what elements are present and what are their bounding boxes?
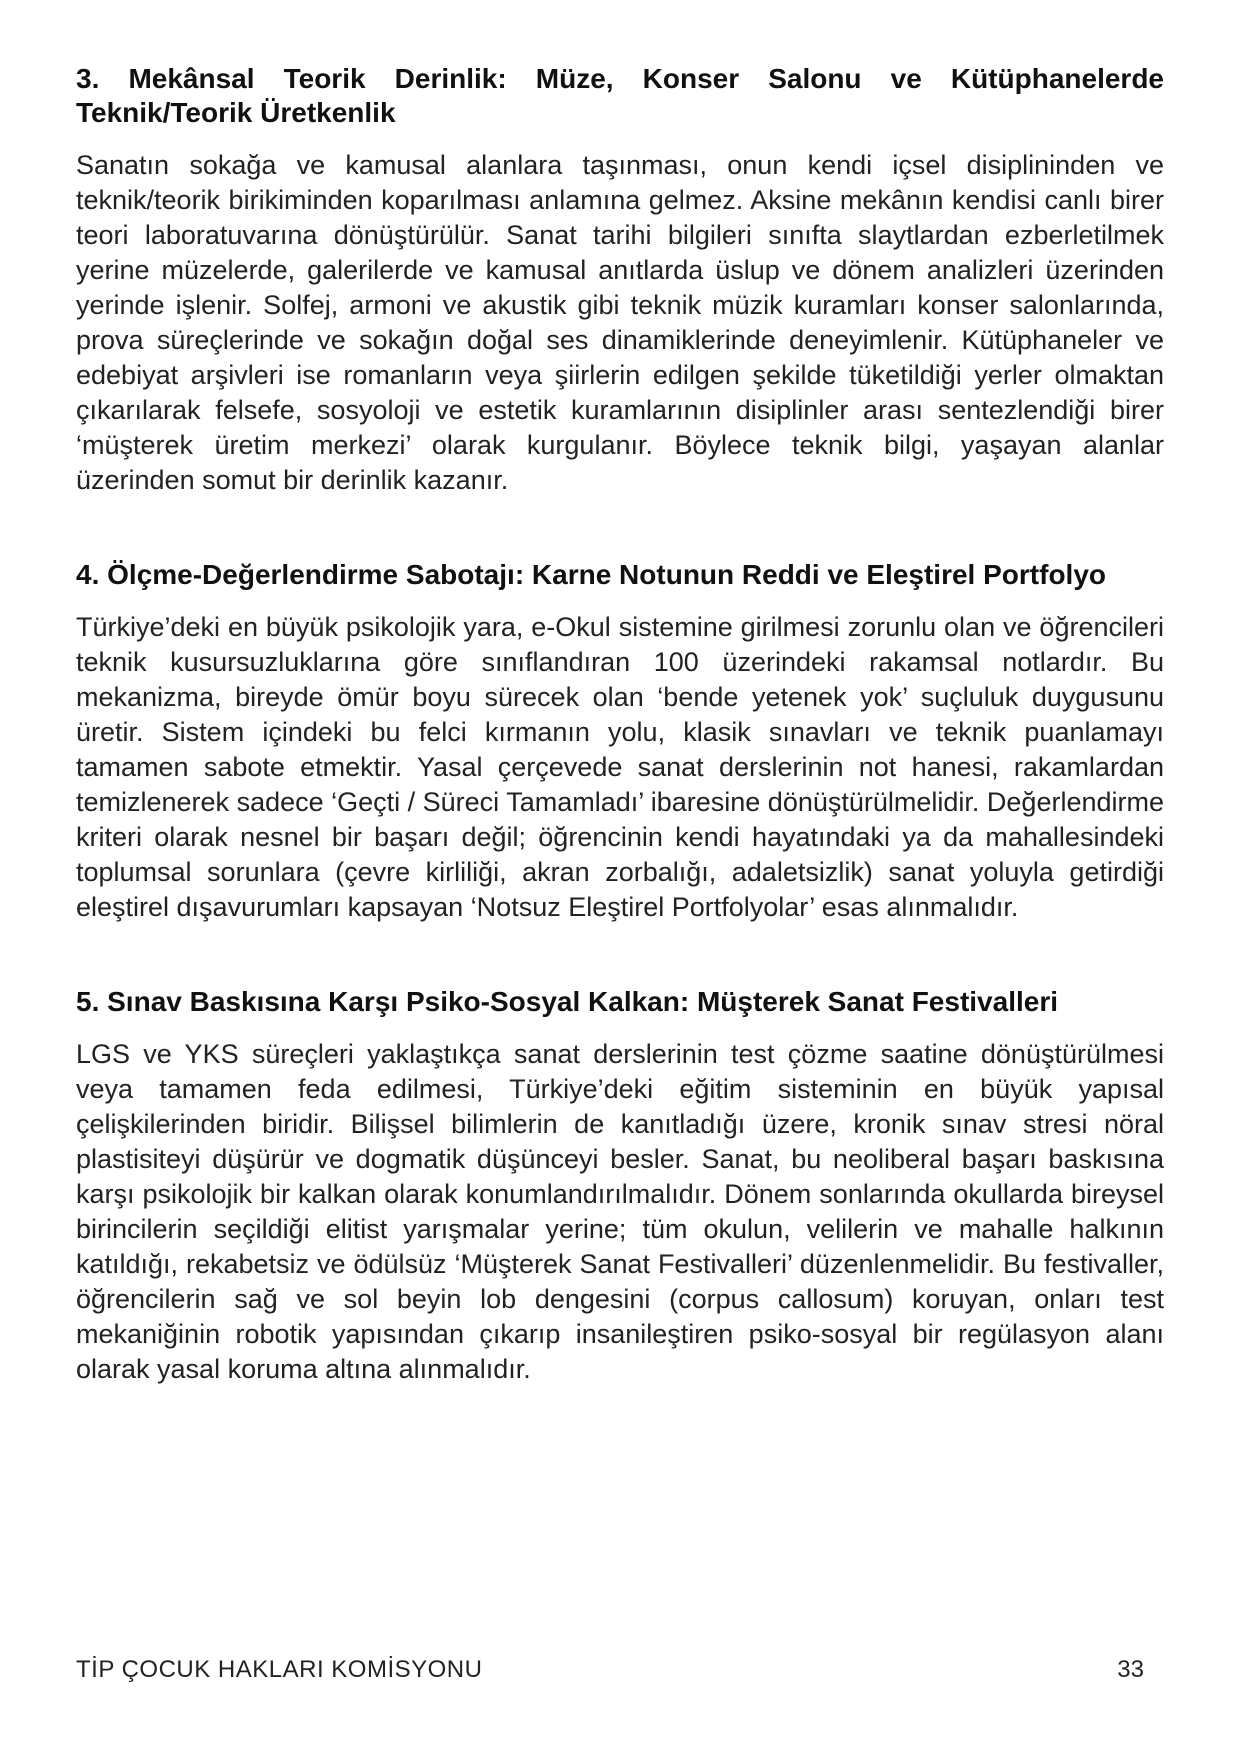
page-number: 33	[1117, 1656, 1144, 1683]
section-4	[76, 558, 1164, 925]
section-paragraph: LGS ve YKS süreçleri yaklaştıkça sanat derslerinin test çözme saatine dönüştürülmesi veya tamamen feda edilmesi, Türkiye’deki eğitim sisteminin en büyük yapısal çelişkilerinden biridir. Bilişsel bilimlerin de kanıtladığı üzere, kronik sınav stresi nöral plastisiteyi düşürür ve dogmatik düşünceyi besler. Sanat, bu neoliberal başarı baskısına karşı psikolojik bir kalkan olarak konumlandırılmalıdır. Dönem sonlarında okullarda bireysel birincilerin seçildiği elitist yarışmalar yerine; tüm okulun, velilerin ve mahalle halkının katıldığı, rekabetsiz ve ödülsüz ‘Müşterek Sanat Festivalleri’ düzenlenmelidir. Bu festivaller, öğrencilerin sağ ve sol beyin lob dengesini (corpus callosum) koruyan, onları test mekaniğinin robotik yapısından çıkarıp insanileştiren psiko-sosyal bir regülasyon alanı olarak yasal koruma altına alınmalıdır.	[76, 1039, 1164, 1384]
section-heading: 3. Mekânsal Teorik Derinlik: Müze, Konser Salonu ve Kütüphanelerde Teknik/Teorik Üretkenlik	[76, 63, 1164, 128]
page-footer	[76, 1652, 1164, 1688]
footer-organization: TİP ÇOCUK HAKLARI KOMİSYONU	[76, 1656, 483, 1683]
section-paragraph: Sanatın sokağa ve kamusal alanlara taşınması, onun kendi içsel disiplininden ve teknik/teorik birikiminden koparılması anlamına gelmez. Aksine mekânın kendisi canlı birer teori laboratuvarına dönüştürülür. Sanat tarihi bilgileri sınıfta slaytlardan ezberletilmek yerine müzelerde, galerilerde ve kamusal anıtlarda üslup ve dönem analizleri üzerinden yerinde işlenir. Solfej, armoni ve akustik gibi teknik müzik kuramları konser salonlarında, prova süreçlerinde ve sokağın doğal ses dinamiklerinde deneyimlenir. Kütüphaneler ve edebiyat arşivleri ise romanların veya şiirlerin edilgen şekilde tüketildiği yerler olmaktan çıkarılarak felsefe, sosyoloji ve estetik kuramlarının disiplinler arası sentezlendiği birer ‘müşterek üretim merkezi’ olarak kurgulanır. Böylece teknik bilgi, yaşayan alanlar üzerinden somut bir derinlik kazanır.	[76, 150, 1164, 495]
section-paragraph: Türkiye’deki en büyük psikolojik yara, e-Okul sistemine girilmesi zorunlu olan ve öğrencileri teknik kusursuzluklarına göre sınıflandıran 100 üzerindeki rakamsal notlardır. Bu mekanizma, bireyde ömür boyu sürecek olan ‘bende yetenek yok’ suçluluk duygusunu üretir. Sistem içindeki bu felci kırmanın yolu, klasik sınavları ve teknik puanlamayı tamamen sabote etmektir. Yasal çerçevede sanat derslerinin not hanesi, rakamlardan temizlenerek sadece ‘Geçti / Süreci Tamamladı’ ibaresine dönüştürülmelidir. Değerlendirme kriteri olarak nesnel bir başarı değil; öğrencinin kendi hayatındaki ya da mahallesindeki toplumsal sorunlara (çevre kirliliği, akran zorbalığı, adaletsizlik) sanat yoluyla getirdiği eleştirel dışavurumları kapsayan ‘Notsuz Eleştirel Portfolyolar’ esas alınmalıdır.	[76, 612, 1165, 922]
section-heading: 4. Ölçme-Değerlendirme Sabotajı: Karne Notunun Reddi ve Eleştirel Portfolyo	[76, 559, 1106, 590]
section-3	[76, 62, 1164, 498]
page-content	[76, 62, 1164, 1387]
section-heading: 5. Sınav Baskısına Karşı Psiko-Sosyal Kalkan: Müşterek Sanat Festivalleri	[76, 986, 1059, 1017]
section-5	[76, 985, 1164, 1387]
